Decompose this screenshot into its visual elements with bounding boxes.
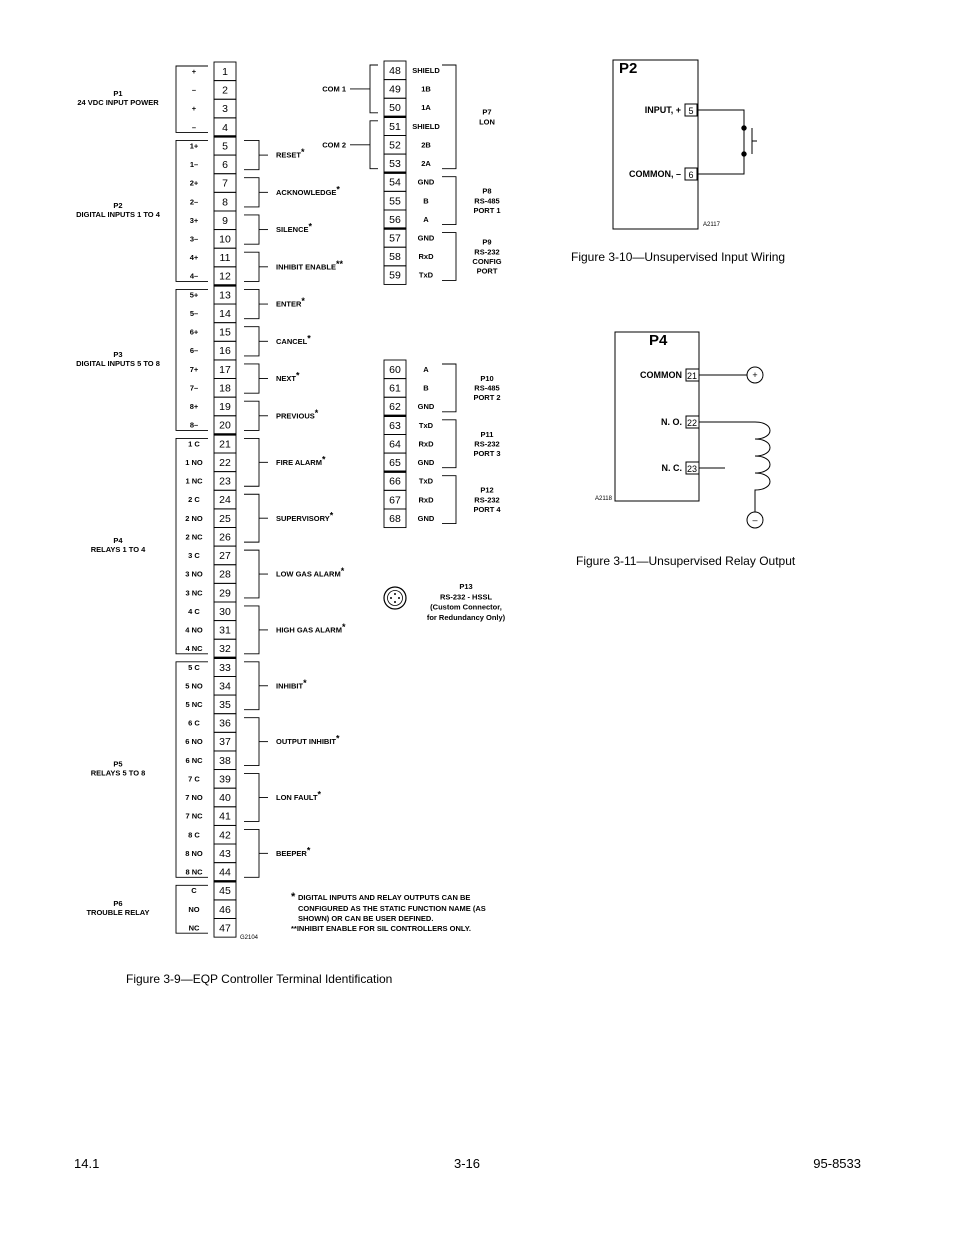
terminal-34-label: 5 NO — [185, 681, 203, 691]
terminal-6-number: 6 — [688, 170, 694, 180]
figure-3-9-static — [126, 587, 486, 986]
function-mark: * — [303, 677, 307, 688]
page-footer — [74, 1156, 861, 1171]
terminal-62-label: GND — [417, 402, 435, 412]
group-subtitle: RELAYS 5 TO 8 — [90, 768, 146, 778]
terminal-32-label: 4 NC — [185, 644, 203, 654]
terminal-3-number: 3 — [222, 103, 228, 116]
terminal-28-label: 3 NO — [185, 569, 203, 579]
terminal-54-number: 54 — [389, 176, 401, 189]
function-mark: * — [307, 333, 311, 344]
terminal-32-number: 32 — [219, 643, 231, 656]
terminal-40-number: 40 — [219, 792, 231, 805]
terminal-56-number: 56 — [389, 213, 401, 226]
function-mark: * — [336, 184, 340, 195]
terminal-46-label: NO — [188, 904, 200, 914]
terminal-14-number: 14 — [219, 307, 231, 320]
terminal-49-label: 1B — [421, 84, 431, 94]
function-label: PREVIOUS* — [276, 407, 319, 421]
terminal-37-number: 37 — [219, 736, 231, 749]
port-label: P9 — [482, 237, 492, 247]
port-bracket — [442, 65, 456, 169]
terminal-57-number: 57 — [389, 232, 401, 245]
group-subtitle: 24 VDC INPUT POWER — [77, 98, 159, 108]
port-label: P11 — [480, 429, 494, 439]
switch-contact-bottom — [742, 152, 746, 156]
terminal-50-number: 50 — [389, 102, 401, 115]
function-mark: * — [340, 566, 345, 577]
function-mark: * — [301, 296, 305, 307]
terminal-11-number: 11 — [219, 252, 231, 265]
function-bracket — [244, 364, 259, 393]
function-label: OUTPUT INHIBIT* — [276, 733, 340, 747]
nc-label: N. C. — [661, 463, 682, 473]
function-mark: * — [317, 789, 322, 800]
no-label: N. O. — [660, 417, 682, 427]
function-mark: ** — [336, 258, 344, 269]
function-bracket — [244, 662, 259, 710]
function-bracket — [244, 606, 259, 654]
port-label: RS-232 — [474, 247, 500, 257]
port-label: RS-485 — [474, 196, 500, 206]
terminal-39-label: 7 C — [188, 774, 200, 784]
terminal-22-label: 1 NO — [185, 457, 203, 467]
terminal-36-number: 36 — [219, 717, 231, 730]
p2-module-box — [613, 60, 698, 229]
terminal-13-label: 5+ — [189, 290, 199, 300]
terminal-58-number: 58 — [389, 251, 401, 264]
function-bracket — [244, 140, 259, 169]
terminal-60-label: A — [423, 364, 429, 374]
terminal-2-number: 2 — [222, 84, 228, 97]
terminal-29-number: 29 — [219, 587, 231, 600]
p4-header: P4 — [649, 332, 668, 349]
terminal-27-number: 27 — [219, 550, 231, 563]
group-subtitle: DIGITAL INPUTS 1 TO 4 — [76, 209, 160, 219]
terminal-27-label: 3 C — [188, 551, 200, 561]
figure-3-11-text — [576, 332, 796, 568]
terminal-12-number: 12 — [219, 270, 231, 283]
terminal-52-number: 52 — [389, 139, 401, 152]
port-label: LON — [479, 117, 495, 127]
p13-pin — [394, 601, 396, 603]
terminal-64-label: RxD — [418, 439, 434, 449]
plus-symbol: + — [752, 370, 758, 380]
input-plus-label: INPUT, + — [644, 105, 681, 115]
function-bracket — [244, 550, 259, 598]
p13-pin — [390, 597, 392, 599]
function-label: NEXT* — [276, 370, 300, 384]
terminal-18-label: 7– — [189, 383, 199, 393]
terminal-5-label: 1+ — [189, 141, 199, 151]
terminal-22-number: 22 — [686, 418, 698, 428]
terminal-44-label: 8 NC — [185, 867, 203, 877]
terminal-17-label: 7+ — [189, 364, 199, 374]
terminal-3-label: + — [191, 104, 197, 114]
terminal-19-number: 19 — [219, 401, 231, 414]
terminal-2-label: – — [191, 85, 197, 95]
terminal-20-label: 8– — [189, 420, 199, 430]
com-label: COM 1 — [322, 84, 346, 94]
terminal-42-label: 8 C — [188, 830, 200, 840]
terminal-51-label: SHIELD — [412, 121, 440, 131]
terminal-5-number: 5 — [688, 106, 694, 116]
figure-3-11 — [615, 332, 770, 528]
figure-3-9-code: G2104 — [240, 935, 259, 941]
function-mark: * — [301, 147, 305, 158]
terminal-60-number: 60 — [389, 363, 401, 376]
terminal-23-number: 23 — [686, 464, 698, 474]
com-label: COM 2 — [322, 140, 346, 150]
terminal-54-label: GND — [417, 177, 435, 187]
terminal-10-number: 10 — [219, 233, 231, 246]
function-bracket — [244, 718, 259, 766]
terminal-43-number: 43 — [219, 847, 231, 860]
figure-3-11-caption: Figure 3-11—Unsupervised Relay Output — [576, 554, 796, 568]
group-subtitle: DIGITAL INPUTS 5 TO 8 — [76, 358, 160, 368]
group-title: P3 — [113, 349, 123, 359]
function-mark: * — [329, 510, 334, 521]
terminal-31-number: 31 — [219, 624, 231, 637]
terminal-12-label: 4– — [189, 271, 199, 281]
terminal-17-number: 17 — [219, 363, 231, 376]
terminal-24-number: 24 — [219, 494, 231, 507]
terminal-53-label: 2A — [421, 159, 431, 169]
p13-label: RS-232 - HSSL — [439, 592, 493, 602]
port-label: PORT 1 — [473, 205, 501, 215]
terminal-59-label: TxD — [418, 270, 434, 280]
port-label: RS-232 — [474, 439, 500, 449]
function-bracket — [244, 215, 259, 244]
terminal-46-number: 46 — [219, 903, 231, 916]
terminal-6-label: 1– — [189, 160, 199, 170]
terminal-21-number: 21 — [219, 438, 231, 451]
terminal-42-number: 42 — [219, 829, 231, 842]
terminal-18-number: 18 — [219, 382, 231, 395]
terminal-67-label: RxD — [418, 495, 434, 505]
terminal-40-label: 7 NO — [185, 793, 203, 803]
figure-3-10-code: A2117 — [703, 222, 720, 228]
terminal-51-number: 51 — [389, 120, 401, 133]
terminal-7-label: 2+ — [189, 178, 199, 188]
terminal-58-label: RxD — [418, 252, 434, 262]
terminal-48-label: SHIELD — [412, 65, 440, 75]
terminal-20-number: 20 — [219, 419, 231, 432]
terminal-57-label: GND — [417, 233, 435, 243]
terminal-8-label: 2– — [189, 197, 199, 207]
port-bracket — [442, 233, 456, 281]
port-label: RS-232 — [474, 495, 500, 505]
terminal-1-number: 1 — [222, 65, 228, 78]
port-label: PORT 2 — [473, 393, 501, 403]
terminal-39-number: 39 — [219, 773, 231, 786]
terminal-49-number: 49 — [389, 83, 401, 96]
function-bracket — [244, 178, 259, 207]
terminal-66-label: TxD — [418, 476, 434, 486]
note-line-2: CONFIGURED AS THE STATIC FUNCTION NAME (AS — [298, 904, 486, 913]
terminal-15-label: 6+ — [189, 327, 199, 337]
terminal-68-label: GND — [417, 513, 435, 523]
terminal-10-label: 3– — [189, 234, 199, 244]
terminal-33-number: 33 — [219, 661, 231, 674]
common-minus-label: COMMON, – — [628, 169, 681, 179]
terminal-34-number: 34 — [219, 680, 231, 693]
p13-label: P13 — [459, 582, 473, 591]
group-bracket — [176, 438, 208, 653]
terminal-35-label: 5 NC — [185, 699, 203, 709]
terminal-5-number: 5 — [222, 140, 228, 153]
port-bracket — [442, 476, 456, 524]
terminal-64-number: 64 — [389, 438, 401, 451]
terminal-4-label: – — [191, 122, 197, 132]
function-bracket — [244, 438, 259, 486]
terminal-14-label: 5– — [189, 308, 199, 318]
terminal-26-label: 2 NC — [185, 532, 203, 542]
function-label: INHIBIT* — [276, 677, 307, 691]
terminal-52-label: 2B — [421, 140, 431, 150]
group-title: P1 — [113, 89, 123, 99]
function-label: LOW GAS ALARM* — [276, 566, 345, 579]
terminal-61-label: B — [423, 383, 429, 393]
terminal-36-label: 6 C — [188, 718, 200, 728]
p13-pin — [394, 593, 396, 595]
common-label: COMMON — [640, 370, 682, 380]
input-wire — [697, 110, 744, 174]
terminal-37-label: 6 NO — [185, 737, 203, 747]
function-mark: * — [321, 454, 326, 465]
terminal-35-number: 35 — [219, 698, 231, 711]
function-label: SUPERVISORY* — [276, 510, 334, 523]
function-mark: * — [341, 622, 346, 633]
note-line-4: **INHIBIT ENABLE FOR SIL CONTROLLERS ONLY. — [291, 924, 472, 933]
terminal-68-number: 68 — [389, 512, 401, 525]
terminal-65-number: 65 — [389, 457, 401, 470]
terminal-1-label: + — [191, 66, 197, 76]
port-label: PORT 4 — [473, 504, 501, 514]
terminal-62-number: 62 — [389, 401, 401, 414]
terminal-53-number: 53 — [389, 158, 401, 171]
group-subtitle: TROUBLE RELAY — [86, 908, 150, 918]
p2-header: P2 — [619, 60, 638, 77]
function-label: ACKNOWLEDGE* — [276, 184, 340, 197]
terminal-47-number: 47 — [219, 922, 231, 935]
function-bracket — [244, 289, 259, 318]
group-title: P4 — [113, 536, 123, 546]
note-line-1: DIGITAL INPUTS AND RELAY OUTPUTS CAN BE — [298, 893, 471, 902]
terminal-30-number: 30 — [219, 605, 231, 618]
function-mark: * — [306, 845, 311, 856]
port-label: P10 — [480, 373, 494, 383]
com-bracket — [370, 121, 378, 169]
terminal-55-number: 55 — [389, 195, 401, 208]
group-title: P2 — [113, 200, 123, 210]
terminal-16-label: 6– — [189, 346, 199, 356]
terminal-50-label: 1A — [421, 103, 431, 113]
terminal-44-number: 44 — [219, 866, 231, 879]
function-bracket — [244, 252, 259, 281]
port-label: P8 — [482, 186, 492, 196]
port-label: RS-485 — [474, 383, 500, 393]
terminal-23-number: 23 — [219, 475, 231, 488]
footer-page-number: 3-16 — [453, 1156, 481, 1171]
terminal-38-label: 6 NC — [185, 755, 203, 765]
footer-document-number: 95-8533 — [813, 1156, 861, 1171]
figure-3-9-caption: Figure 3-9—EQP Controller Terminal Identification — [126, 972, 393, 986]
terminal-66-number: 66 — [389, 475, 401, 488]
terminal-21-number: 21 — [686, 371, 698, 381]
group-bracket — [176, 662, 208, 877]
terminal-8-number: 8 — [222, 196, 228, 209]
function-bracket — [244, 327, 259, 356]
terminal-48-number: 48 — [389, 64, 401, 77]
function-label: INHIBIT ENABLE** — [276, 258, 344, 272]
com-bracket — [370, 65, 378, 113]
function-bracket — [244, 401, 259, 430]
terminal-25-label: 2 NO — [185, 513, 203, 523]
note-line-3: SHOWN) OR CAN BE USER DEFINED. — [298, 914, 434, 923]
terminal-43-label: 8 NO — [185, 848, 203, 858]
terminal-21-label: 1 C — [188, 439, 200, 449]
port-bracket — [442, 420, 456, 468]
function-mark: * — [308, 221, 313, 232]
terminal-63-number: 63 — [389, 419, 401, 432]
group-subtitle: RELAYS 1 TO 4 — [90, 545, 146, 555]
figure-3-10-text — [571, 60, 785, 264]
terminal-16-number: 16 — [219, 345, 231, 358]
terminal-9-number: 9 — [222, 214, 228, 227]
terminal-63-label: TxD — [418, 420, 434, 430]
terminal-45-number: 45 — [219, 885, 231, 898]
terminal-61-number: 61 — [389, 382, 401, 395]
terminal-28-number: 28 — [219, 568, 231, 581]
terminal-55-label: B — [423, 196, 429, 206]
port-bracket — [442, 177, 456, 225]
note-star: * — [291, 891, 296, 903]
port-label: CONFIG — [472, 256, 502, 266]
terminal-59-number: 59 — [389, 269, 401, 282]
port-label: PORT — [476, 266, 498, 276]
terminal-67-number: 67 — [389, 494, 401, 507]
function-mark: * — [296, 370, 300, 381]
figure-3-10 — [613, 60, 757, 229]
footer-revision: 14.1 — [74, 1156, 100, 1171]
terminal-13-number: 13 — [219, 289, 231, 302]
terminal-15-number: 15 — [219, 326, 231, 339]
terminal-65-label: GND — [417, 458, 435, 468]
terminal-29-label: 3 NC — [185, 588, 203, 598]
port-label: PORT 3 — [473, 448, 501, 458]
terminal-26-number: 26 — [219, 531, 231, 544]
terminal-9-label: 3+ — [189, 215, 199, 225]
switch-contact-top — [742, 126, 746, 130]
function-bracket — [244, 774, 259, 822]
function-label: CANCEL* — [276, 333, 311, 346]
terminal-23-label: 1 NC — [185, 476, 203, 486]
port-label: P12 — [480, 485, 494, 495]
function-label: HIGH GAS ALARM* — [276, 622, 346, 635]
relay-load-coil — [699, 422, 770, 512]
function-mark: * — [336, 733, 340, 744]
function-bracket — [244, 494, 259, 542]
terminal-41-number: 41 — [219, 810, 231, 823]
function-mark: * — [314, 407, 319, 418]
terminal-47-label: NC — [188, 923, 200, 933]
terminal-41-label: 7 NC — [185, 811, 203, 821]
p13-connector-inner — [388, 591, 403, 606]
function-label: LON FAULT* — [276, 789, 322, 803]
function-label: FIRE ALARM* — [276, 454, 326, 467]
terminal-25-number: 25 — [219, 512, 231, 525]
terminal-45-label: C — [191, 886, 197, 896]
terminal-4-number: 4 — [222, 121, 228, 134]
p13-label: (Custom Connector, — [430, 602, 502, 612]
terminal-24-label: 2 C — [188, 495, 200, 505]
port-bracket — [442, 364, 456, 412]
function-bracket — [244, 829, 259, 877]
minus-symbol: – — [752, 515, 758, 525]
terminal-11-label: 4+ — [189, 253, 199, 263]
terminal-33-label: 5 C — [188, 662, 200, 672]
function-label: BEEPER* — [276, 845, 311, 858]
figure-3-11-code: A2118 — [595, 496, 612, 502]
figure-3-9-terminals — [76, 61, 506, 937]
function-label: RESET* — [276, 147, 305, 160]
terminal-30-label: 4 C — [188, 606, 200, 616]
terminal-38-number: 38 — [219, 754, 231, 767]
group-title: P5 — [113, 759, 123, 769]
p13-label: for Redundancy Only) — [426, 612, 506, 622]
port-label: P7 — [482, 107, 492, 117]
terminal-56-label: A — [423, 214, 429, 224]
function-label: ENTER* — [276, 296, 305, 309]
terminal-31-label: 4 NO — [185, 625, 203, 635]
p13-pin — [398, 597, 400, 599]
terminal-22-number: 22 — [219, 456, 231, 469]
terminal-19-label: 8+ — [189, 402, 199, 412]
function-label: SILENCE* — [276, 221, 313, 235]
terminal-6-number: 6 — [222, 159, 228, 172]
figure-3-10-caption: Figure 3-10—Unsupervised Input Wiring — [571, 250, 786, 264]
terminal-7-number: 7 — [222, 177, 228, 190]
group-title: P6 — [113, 899, 123, 909]
